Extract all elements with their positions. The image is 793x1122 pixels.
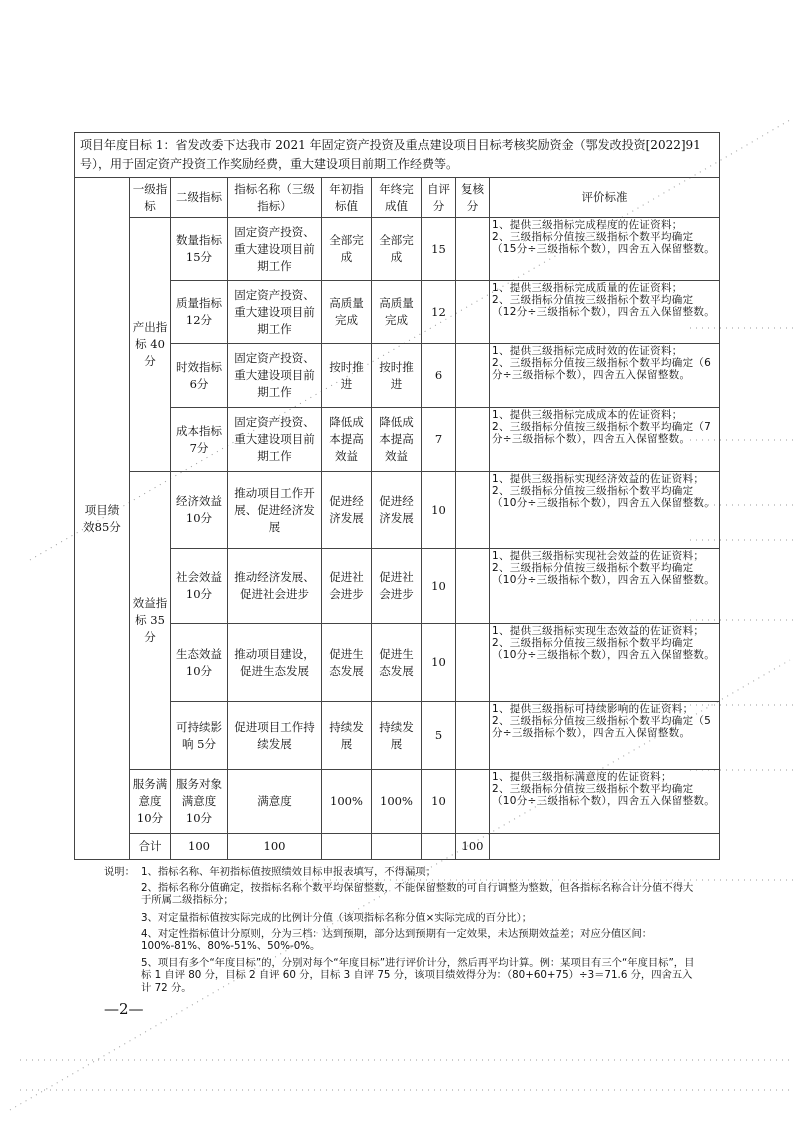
total-level1: 100 — [171, 834, 228, 860]
project-performance-label: 项目绩效85分 — [75, 178, 130, 860]
header-review-score: 复核分 — [456, 178, 490, 218]
note-item: 3、对定量指标值按实际完成的比例计分值（该项指标名称分值×实际完成的百分比）； — [141, 912, 533, 924]
table-row — [75, 344, 720, 408]
review-score-cell — [456, 218, 490, 281]
level2-cell: 生态效益 10分 — [171, 624, 228, 702]
level2-cell: 时效指标 6分 — [171, 344, 228, 408]
criteria-cell: 1、提供三级指标完成程度的佐证资料； 2、三级指标分值按三级指标个数平均确定（15分÷三级指标个数），四舍五入保留整数。 — [490, 218, 720, 281]
annual-goal-text: 项目年度目标 1：省发改委下达我市 2021 年固定资产投资及重点建设项目目标考核奖励资金（鄂发改投资[2022]91 号），用于固定资产投资工作奖励经费，重大建设项目前期工作经费等。 — [75, 133, 720, 178]
criteria-cell: 1、提供三级指标实现经济效益的佐证资料； 2、三级指标分值按三级指标个数平均确定（10分÷三级指标个数），四舍五入保留整数。 — [490, 472, 720, 549]
review-score-cell — [456, 281, 490, 344]
criteria-cell: 1、提供三级指标完成成本的佐证资料； 2、三级指标分值按三级指标个数平均确定（7分÷三级指标个数），四舍五入保留整数。 — [490, 408, 720, 472]
header-self-score: 自评分 — [422, 178, 456, 218]
self-score-cell: 7 — [422, 408, 456, 472]
table-row — [75, 702, 720, 770]
initial-value-cell: 高质量完成 — [322, 281, 372, 344]
final-value-cell: 促进社会进步 — [372, 549, 422, 624]
total-level2: 100 — [228, 834, 322, 860]
note-item: 4、对定性指标值计分原则，分为三档：达到预期，部分达到预期有一定效果，未达预期效益差；对应分值区间：100%-81%、80%-51%、50%-0%。 — [141, 928, 653, 953]
self-score-cell: 5 — [422, 702, 456, 770]
criteria-cell: 1、提供三级指标实现生态效益的佐证资料； 2、三级指标分值按三级指标个数平均确定（10分÷三级指标个数），四舍五入保留整数。 — [490, 624, 720, 702]
level2-cell: 可持续影响 5分 — [171, 702, 228, 770]
criteria-cell: 1、提供三级指标可持续影响的佐证资料； 2、三级指标分值按三级指标个数平均确定（5分÷三级指标个数），四舍五入保留整数。 — [490, 702, 720, 770]
group-output: 产出指标 40分 — [130, 218, 171, 472]
page-number: —2— — [104, 1000, 144, 1018]
criteria-cell: 1、提供三级指标满意度的佐证资料； 2、三级指标分值按三级指标个数平均确定（10分÷三级指标个数），四舍五入保留整数。 — [490, 770, 720, 834]
final-value-cell: 促进生态发展 — [372, 624, 422, 702]
indicator-cell: 推动经济发展、促进社会进步 — [228, 549, 322, 624]
indicator-cell: 推动项目建设，促进生态发展 — [228, 624, 322, 702]
self-score-cell: 10 — [422, 549, 456, 624]
level2-cell: 成本指标 7分 — [171, 408, 228, 472]
header-criteria: 评价标准 — [490, 178, 720, 218]
criteria-cell: 1、提供三级指标实现社会效益的佐证资料； 2、三级指标分值按三级指标个数平均确定（10分÷三级指标个数），四舍五入保留整数。 — [490, 549, 720, 624]
note-item: 5、项目有多个“年度目标”的，分别对每个“年度目标”进行评价计分，然后再平均计算。例：某项目有三个“年度目标”，目标 1 自评 80 分，目标 2 自评 60 分，目标 3 自评 75 分，该项目绩效得分为：（80+60+75）÷3＝71.6 分，四舍五入计 72 分。 — [141, 957, 695, 994]
indicator-cell: 推动项目工作开展、促进经济发展 — [228, 472, 322, 549]
table-header-row — [75, 178, 720, 218]
review-score-cell — [456, 770, 490, 834]
header-final-value: 年终完成值 — [372, 178, 422, 218]
review-score-cell — [456, 472, 490, 549]
self-score-cell: 6 — [422, 344, 456, 408]
indicator-cell: 固定资产投资、重大建设项目前期工作 — [228, 408, 322, 472]
table-row — [75, 549, 720, 624]
table-row — [75, 408, 720, 472]
self-score-cell: 10 — [422, 472, 456, 549]
table-row — [75, 218, 720, 281]
final-value-cell: 全部完成 — [372, 218, 422, 281]
total-label: 合计 — [130, 834, 171, 860]
final-value-cell: 100% — [372, 770, 422, 834]
table-row — [75, 770, 720, 834]
group-benefit: 效益指标 35分 — [130, 472, 171, 770]
level2-cell: 服务对象满意度 10分 — [171, 770, 228, 834]
performance-evaluation-table — [74, 132, 720, 860]
review-score-cell — [456, 344, 490, 408]
self-score-cell: 12 — [422, 281, 456, 344]
total-row — [75, 834, 720, 860]
indicator-cell: 满意度 — [228, 770, 322, 834]
initial-value-cell: 促进经济发展 — [322, 472, 372, 549]
indicator-cell: 固定资产投资、重大建设项目前期工作 — [228, 218, 322, 281]
self-score-cell: 10 — [422, 770, 456, 834]
final-value-cell: 按时推进 — [372, 344, 422, 408]
level2-cell: 数量指标 15分 — [171, 218, 228, 281]
total-self-score: 100 — [456, 834, 490, 860]
initial-value-cell: 降低成本提高效益 — [322, 408, 372, 472]
initial-value-cell: 按时推进 — [322, 344, 372, 408]
indicator-cell: 固定资产投资、重大建设项目前期工作 — [228, 344, 322, 408]
note-item: 1、指标名称、年初指标值按照绩效目标申报表填写，不得漏项； — [141, 866, 436, 878]
indicator-cell: 固定资产投资、重大建设项目前期工作 — [228, 281, 322, 344]
review-score-cell — [456, 702, 490, 770]
indicator-cell: 促进项目工作持续发展 — [228, 702, 322, 770]
self-score-cell: 15 — [422, 218, 456, 281]
level2-cell: 经济效益 10分 — [171, 472, 228, 549]
header-indicator: 指标名称（三级指标） — [228, 178, 322, 218]
table-row — [75, 472, 720, 549]
initial-value-cell: 促进生态发展 — [322, 624, 372, 702]
review-score-cell — [456, 549, 490, 624]
final-value-cell: 高质量完成 — [372, 281, 422, 344]
group-service: 服务满意度 10分 — [130, 770, 171, 834]
header-level1: 一级指标 — [130, 178, 171, 218]
initial-value-cell: 100% — [322, 770, 372, 834]
final-value-cell: 降低成本提高效益 — [372, 408, 422, 472]
criteria-cell: 1、提供三级指标完成时效的佐证资料； 2、三级指标分值按三级指标个数平均确定（6分÷三级指标个数），四舍五入保留整数。 — [490, 344, 720, 408]
level2-cell: 社会效益 10分 — [171, 549, 228, 624]
initial-value-cell: 持续发展 — [322, 702, 372, 770]
initial-value-cell: 促进社会进步 — [322, 549, 372, 624]
review-score-cell — [456, 624, 490, 702]
final-value-cell: 促进经济发展 — [372, 472, 422, 549]
note-item: 2、指标名称分值确定，按指标名称个数平均保留整数，不能保留整数的可自行调整为整数，但各指标名称合计分值不得大于所属二级指标分； — [141, 882, 694, 907]
header-level2: 二级指标 — [171, 178, 228, 218]
criteria-cell: 1、提供三级指标完成质量的佐证资料； 2、三级指标分值按三级指标个数平均确定（12分÷三级指标个数），四舍五入保留整数。 — [490, 281, 720, 344]
table-row — [75, 624, 720, 702]
notes-title: 说明： — [104, 866, 135, 878]
initial-value-cell: 全部完成 — [322, 218, 372, 281]
final-value-cell: 持续发展 — [372, 702, 422, 770]
header-initial-value: 年初指标值 — [322, 178, 372, 218]
review-score-cell — [456, 408, 490, 472]
level2-cell: 质量指标 12分 — [171, 281, 228, 344]
self-score-cell: 10 — [422, 624, 456, 702]
table-row — [75, 281, 720, 344]
